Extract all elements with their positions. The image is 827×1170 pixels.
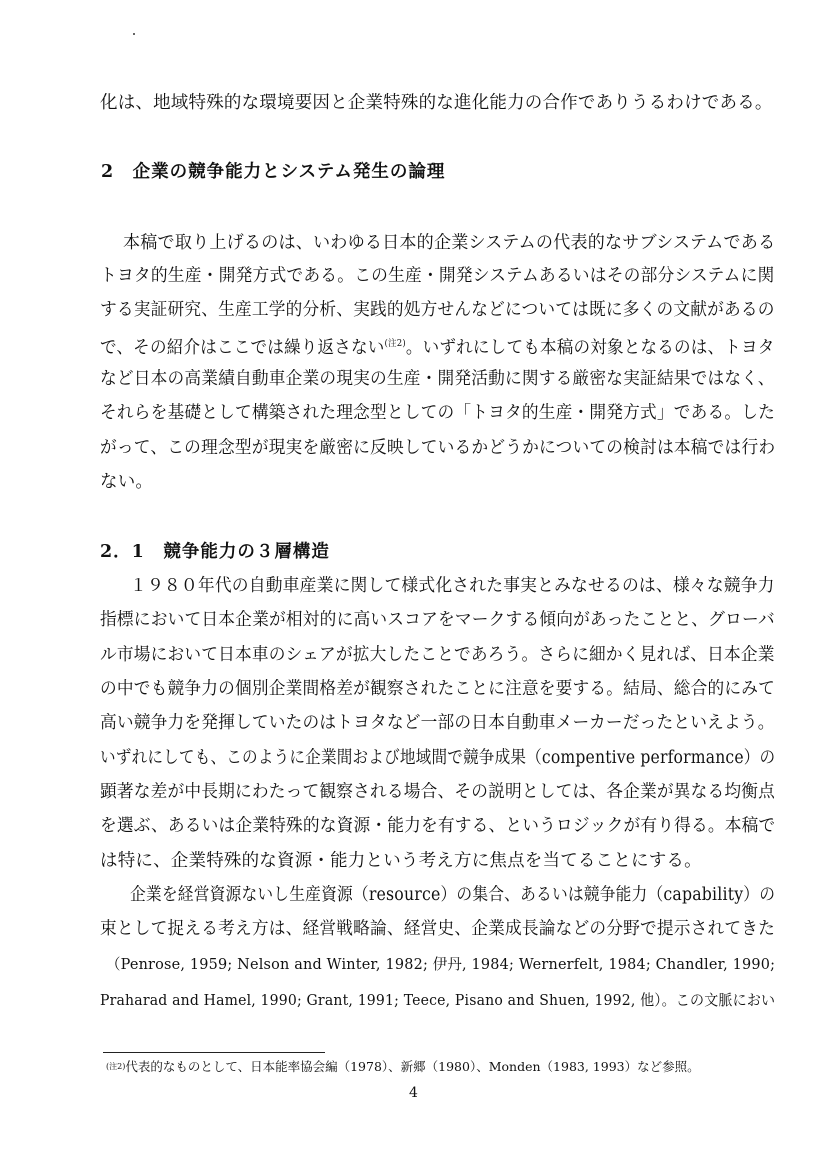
body-line: 指標において日本企業が相対的に高いスコアをマークする傾向があったことと、グローバ [100, 610, 775, 630]
body-line: など日本の高業績自動車企業の現実の生産・開発活動に関する厳密な実証結果ではなく、 [100, 369, 775, 389]
citation-line: （Penrose, 1959; Nelson and Winter, 1982; 伊丹, 1984; Wernerfelt, 1984; Chandler, 1990; [106, 955, 776, 973]
body-line: ない。 [100, 472, 154, 492]
body-line: の中でも競争力の個別企業間格差が観察されたことに注意を要する。結局、総合的にみて [100, 679, 776, 699]
body-line: 化は、地域特殊的な環境要因と企業特殊的な進化能力の合作でありうるわけである。 [100, 93, 773, 113]
body-line: 顕著な差が中長期にわたって観察される場合、その説明としては、各企業が異なる均衡点 [100, 782, 776, 802]
footnote-text: 代表的なものとして、日本能率協会編（1978）、新郷（1980）、Monden（1983, 1993）など参照。 [125, 1059, 700, 1074]
body-line: それらを基礎として構築された理念型としての「トヨタ的生産・開発方式」である。した [100, 403, 776, 423]
footnote-divider [103, 1052, 325, 1053]
footnote-marker: (注2) [106, 1062, 126, 1071]
citation-line: Praharad and Hamel, 1990; Grant, 1991; Teece, Pisano and Shuen, 1992, 他）。この文脈におい [100, 991, 776, 1009]
body-line: は特に、企業特殊的な資源・能力という考え方に焦点を当てることにする。 [100, 851, 702, 871]
body-line: いずれにしても、このように企業間および地域間で競争成果（compentive performance）の [100, 748, 776, 768]
body-line: 本稿で取り上げるのは、いわゆる日本的企業システムの代表的なサブシステムである [123, 233, 776, 253]
body-line: する実証研究、生産工学的分析、実践的処方せんなどについては既に多くの文献があるの [100, 300, 775, 320]
body-line: 企業を経営資源ないし生産資源（resource）の集合、あるいは競争能力（capability）の [130, 885, 776, 905]
page-number: 4 [409, 1085, 418, 1101]
body-text: で、その紹介はここでは繰り返さない [100, 337, 385, 358]
body-line: ル市場において日本車のシェアが拡大したことであろう。さらに細かく見れば、日本企業 [100, 645, 775, 665]
body-line: トヨタ的生産・開発方式である。この生産・開発システムあるいはその部分システムに関 [100, 266, 775, 286]
body-line: 束として捉える考え方は、経営戦略論、経営史、企業成長論などの分野で提示されてきた [100, 919, 776, 939]
section-heading: 2 企業の競争能力とシステム発生の論理 [101, 162, 446, 182]
body-line [100, 332, 775, 360]
subsection-heading: 2．1 競争能力の３層構造 [100, 542, 330, 562]
footnote-ref: (注2) [384, 339, 406, 349]
body-line: を選ぶ、あるいは企業特殊的な資源・能力を有する、というロジックが有り得る。本稿で [100, 816, 776, 836]
body-line: １９８０年代の自動車産業に関して様式化された事実とみなせるのは、様々な競争力 [130, 576, 775, 596]
body-line: 高い競争力を発揮していたのはトヨタなど一部の日本自動車メーカーだったといえよう。 [100, 713, 775, 733]
body-line: がって、この理念型が現実を厳密に反映しているかどうかについての検討は本稿では行わ [100, 438, 776, 458]
scan-speck [133, 33, 135, 35]
body-text: 。いずれにしても本稿の対象となるのは、トヨタ [405, 337, 775, 358]
footnote [106, 1058, 700, 1076]
